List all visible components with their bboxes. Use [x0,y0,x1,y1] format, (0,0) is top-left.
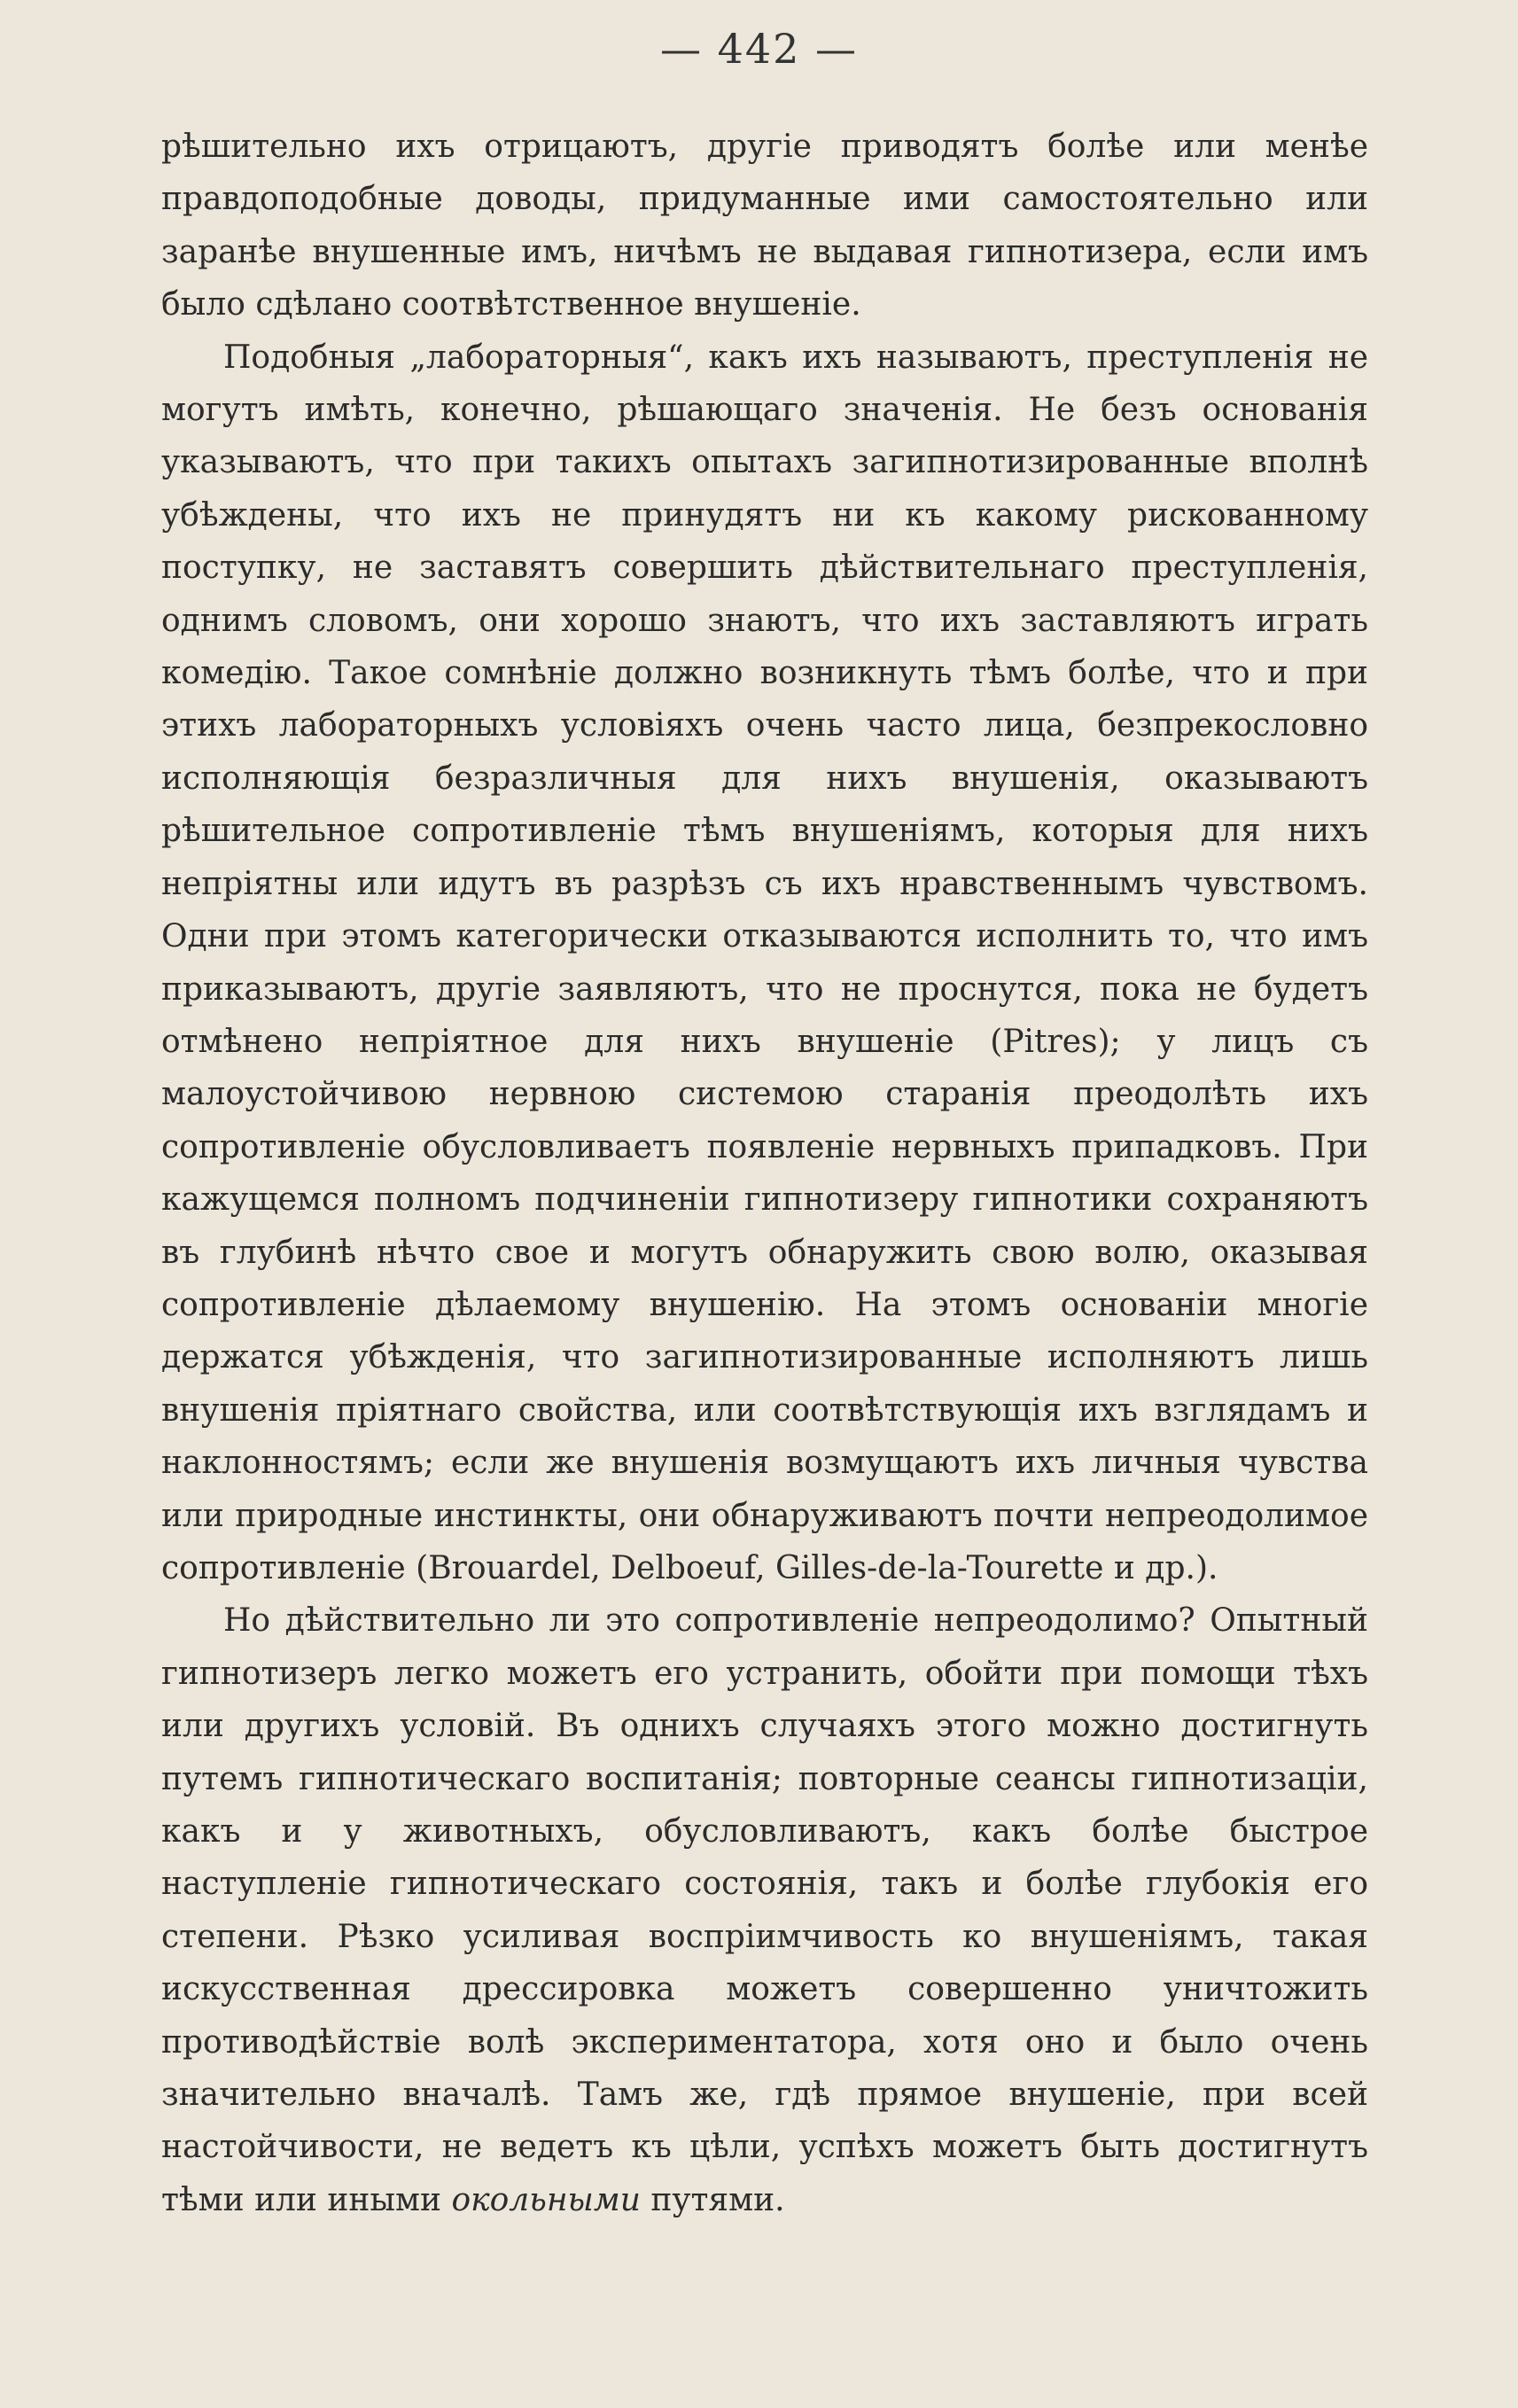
paragraph-3-text: Но дѣйствительно ли это сопротивленіе непреодолимо? Опытный гипнотизеръ легко можетъ его устранить, обойти при помощи тѣхъ или другихъ условій. Въ однихъ случаяхъ этого можно достигнуть путемъ гипнотическаго воспитанія; повторные сеансы гипнотизаціи, какъ и у животныхъ, обусловливаютъ, какъ болѣе быстрое наступленіе гипнотическаго состоянія, такъ и болѣе глубокія его степени. Рѣзко усиливая воспріимчивость ко внушеніямъ, такая искусственная дрессировка можетъ совершенно уничтожить противодѣйствіе волѣ экспериментатора, хотя оно и было очень значительно вначалѣ. Тамъ же, гдѣ прямое внушеніе, при всей настойчивости, не ведетъ къ цѣли, успѣхъ можетъ быть достигнутъ тѣми или иными [161,1602,1368,2218]
page-number: — 442 — [659,25,859,73]
italic-word: окольными [451,2181,641,2218]
body-text [161,121,1368,2226]
paragraph-1: рѣшительно ихъ отрицаютъ, другіе приводятъ болѣе или менѣе правдоподобные доводы, придуманные ими самостоятельно или заранѣе внушенные имъ, ничѣмъ не выдавая гипнотизера, если имъ было сдѣлано соотвѣтственное внушеніе. [161,129,1368,323]
paragraph-2: Подобныя „лабораторныя“, какъ ихъ называютъ, преступленія не могутъ имѣть, конечно, рѣшающаго значенія. Не безъ основанія указываютъ, что при такихъ опытахъ загипнотизированные вполнѣ убѣждены, что ихъ не принудятъ ни къ какому рискованному поступку, не заставятъ совершить дѣйствительнаго преступленія, однимъ словомъ, они хорошо знаютъ, что ихъ заставляютъ играть комедію. Такое сомнѣніе должно возникнуть тѣмъ болѣе, что и при этихъ лабораторныхъ условіяхъ очень часто лица, безпрекословно исполняющія безразличныя для нихъ внушенія, оказываютъ рѣшительное сопротивленіе тѣмъ внушеніямъ, которыя для нихъ непріятны или идутъ въ разрѣзъ съ ихъ нравственнымъ чувствомъ. Одни при этомъ категорически отказываются исполнить то, что имъ приказываютъ, другіе заявляютъ, что не проснутся, пока не будетъ отмѣнено непріятное для нихъ внушеніе (Pitres); у лицъ съ малоустойчивою нервною системою старанія преодолѣть ихъ сопротивленіе обусловливаетъ появленіе нервныхъ припадковъ. При кажущемся полномъ подчиненіи гипнотизеру гипнотики сохраняютъ въ глубинѣ нѣчто свое и могутъ обнаружить свою волю, оказывая сопротивленіе дѣлаемому внушенію. На этомъ основаніи многіе держатся убѣжденія, что загипнотизированные исполняютъ лишь внушенія пріятнаго свойства, или соотвѣтствующія ихъ взглядамъ и наклонностямъ; если же внушенія возмущаютъ ихъ личныя чувства или природные инстинкты, они обнаруживаютъ почти непреодолимое сопротивленіе (Brouardel, Delboeuf, Gilles-de-la-Tourette и др.). [161,339,1368,1586]
paragraph-3 [161,1594,1368,2226]
paragraph-3-ending: путями. [640,2181,785,2218]
